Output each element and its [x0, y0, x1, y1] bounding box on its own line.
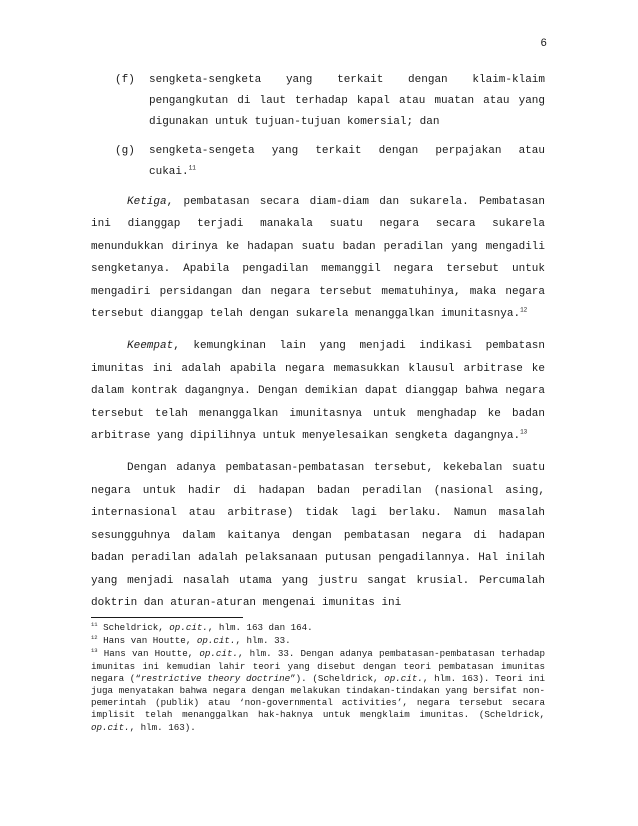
- list-item-label: (g): [115, 145, 135, 157]
- paragraph-dengan-adanya: Dengan adanya pembatasan-pembatasan tersebut, kekebalan suatu negara untuk hadir di hadapan badan peradilan (nasional asing, internasional atau arbitrase) tidak lagi berlaku. Namun masalah sesungguhnya dalam kaitanya dengan pembatasan negara di hadapan badan peradilan adalah pelaksanaan putusan pengadilannya. Hal inilah yang menjadi nasalah utama yang justru sangat krusial. Percumalah doktrin dan aturan-aturan mengenai imunitas ini: [91, 462, 545, 609]
- main-text: [91, 70, 545, 624]
- footnote-11: $^{11}$ Scheldrick, op.cit., hlm. 163 dan 164.: [91, 620, 313, 633]
- footnote-12: $^{12}$ Hans van Houtte, op.cit., hlm. 33.: [91, 634, 291, 647]
- footnote-separator: [91, 617, 243, 618]
- footnote-ref[interactable]: 12: [520, 306, 528, 314]
- paragraph-lead: Keempat: [127, 340, 174, 353]
- footnote-ref[interactable]: 11: [188, 164, 196, 172]
- list-item: [91, 70, 545, 133]
- list-item: [91, 141, 545, 183]
- page-number: 6: [540, 38, 547, 50]
- footnote-ref[interactable]: 13: [520, 428, 528, 436]
- list-item-text: sengketa-sengketa yang terkait dengan klaim-klaim pengangkutan di laut terhadap kapal atau muatan atau yang digunakan untuk tujuan-tujuan komersial; dan: [149, 74, 545, 128]
- list-item-text: sengketa-sengeta yang terkait dengan perpajakan atau cukai.$^{11}$: [149, 145, 545, 178]
- footnote-13: $^{13}$ Hans van Houtte, op.cit., hlm. 33. Dengan adanya pembatasan-pembatasan terhadap imunitas ini kemudian lahir teori yang disebut dengan teori pembatasan imunitas negara (“restrictive theory doctrine”). (Scheldrick, op.cit., hlm. 163). Teori ini juga menyatakan bahwa negara dengan melakukan tindakan-tindakan yang bersifat non-pemerintah (publik) atau ‘non-governmental activities’, negara tersebut secara implisit telah menanggalkan hak-haknya untuk mengklaim imunitas. (Scheldrick, op.cit., hlm. 163).: [91, 647, 545, 733]
- paragraph-ketiga: Ketiga, pembatasan secara diam-diam dan sukarela. Pembatasan ini dianggap terjadi manakala suatu negara secara sukarela menundukkan dirinya ke hadapan suatu badan peradilan yang mengadili sengketanya. Apabila pengadilan memanggil negara tersebut untuk mengadiri persidangan dan negara tersebut mematuhinya, maka negara tersebut dianggap telah dengan sukarela menanggalkan imunitasnya.$^{12}$: [91, 196, 545, 321]
- paragraph-keempat: Keempat, kemungkinan lain yang menjadi indikasi pembatasn imunitas ini adalah apabila negara memasukkan klausul arbitrase ke dalam kontrak dagangnya. Dengan demikian dapat dianggap bahwa negara tersebut telah menanggalkan imunitasnya untuk menghadap ke badan arbitrase yang dipilihnya untuk menyelesaikan sengketa dagangnya.$^{13}$: [91, 340, 545, 443]
- list-item-label: (f): [115, 74, 135, 86]
- paragraph-lead: Ketiga: [127, 196, 167, 208]
- footnotes: [91, 622, 545, 735]
